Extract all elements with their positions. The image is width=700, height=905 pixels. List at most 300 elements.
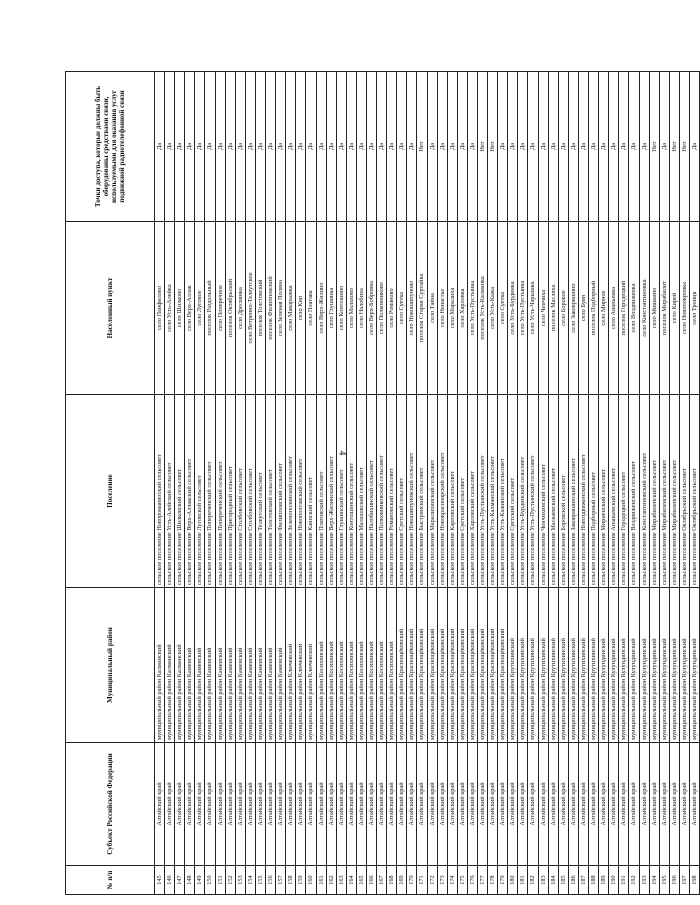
row-access-point: Да xyxy=(387,72,397,222)
row-subject: Алтайский край xyxy=(558,743,568,866)
row-settlement: сельское поселение Константиновский сельсовет xyxy=(639,395,649,588)
row-locality: село Мишкино xyxy=(649,222,659,395)
row-settlement: сельское поселение Попереченский сельсовет xyxy=(205,395,215,588)
row-number: 154 xyxy=(245,866,255,895)
row-locality: поселок Усть-Калманка xyxy=(478,222,488,395)
row-settlement: сельское поселение Мирабиленский сельсовет xyxy=(649,395,659,588)
row-settlement: сельское поселение Заковряшинский сельсовет xyxy=(568,395,578,588)
row-district: муниципальный район Краснощёковский xyxy=(447,588,457,743)
row-number: 189 xyxy=(599,866,609,895)
row-district: муниципальный район Каменский xyxy=(185,588,195,743)
row-district: муниципальный район Краснощёковский xyxy=(498,588,508,743)
table-row xyxy=(679,72,689,895)
row-settlement: сельское поселение Боровской сельсовет xyxy=(558,395,568,588)
row-settlement: сельское поселение Усть-Пустынский сельсовет xyxy=(528,395,538,588)
row-subject: Алтайский край xyxy=(659,743,669,866)
row-access-point: Да xyxy=(377,72,387,222)
table-row xyxy=(377,72,387,895)
row-number: 184 xyxy=(548,866,558,895)
row-number: 157 xyxy=(276,866,286,895)
row-district: муниципальный район Краснощёковский xyxy=(427,588,437,743)
row-subject: Алтайский край xyxy=(457,743,467,866)
table-row xyxy=(276,72,286,895)
row-subject: Алтайский край xyxy=(326,743,336,866)
row-access-point: Да xyxy=(336,72,346,222)
row-number: 153 xyxy=(235,866,245,895)
table-row xyxy=(548,72,558,895)
row-number: 190 xyxy=(609,866,619,895)
row-subject: Алтайский край xyxy=(306,743,316,866)
row-locality: село Макарьевка xyxy=(286,222,296,395)
row-subject: Алтайский край xyxy=(437,743,447,866)
row-locality: село Суетка xyxy=(498,222,508,395)
table-row xyxy=(215,72,225,895)
header-district: Муниципальный район xyxy=(66,588,155,743)
row-number: 171 xyxy=(417,866,427,895)
row-locality: село Чеичиха xyxy=(538,222,548,395)
row-access-point: Да xyxy=(356,72,366,222)
table-row xyxy=(397,72,407,895)
row-subject: Алтайский край xyxy=(629,743,639,866)
row-settlement: сельское поселение Быстрянский сельсовет xyxy=(417,395,427,588)
row-subject: Алтайский край xyxy=(225,743,235,866)
row-number: 164 xyxy=(346,866,356,895)
row-settlement: сельское поселение Новошипуновский сельсовет xyxy=(407,395,417,588)
row-subject: Алтайский край xyxy=(165,743,175,866)
table-row xyxy=(205,72,215,895)
row-locality: село Усть-Пустынка xyxy=(467,222,477,395)
row-district: муниципальный район Крутихинский xyxy=(538,588,548,743)
row-locality: село Усть-Бурдинка xyxy=(508,222,518,395)
row-district: муниципальный район Кулундинский xyxy=(689,588,699,743)
table-row xyxy=(619,72,629,895)
row-locality: село Усть-Чарышка xyxy=(528,222,538,395)
row-settlement: сельское поселение Усть-Калманский сельсовет xyxy=(488,395,498,588)
row-access-point: Да xyxy=(589,72,599,222)
row-locality: село Дресвянка xyxy=(235,222,245,395)
row-locality: поселок Раздольный xyxy=(205,222,215,395)
row-subject: Алтайский край xyxy=(679,743,689,866)
row-subject: Алтайский край xyxy=(639,743,649,866)
table-row xyxy=(639,72,649,895)
table-row xyxy=(356,72,366,895)
row-settlement: сельское поселение Мирненский сельсовет xyxy=(599,395,609,588)
header-number: № п/п xyxy=(66,866,155,895)
row-number: 170 xyxy=(407,866,417,895)
row-district: муниципальный район Крутихинский xyxy=(578,588,588,743)
row-settlement: сельское поселение Октябрьский сельсовет xyxy=(679,395,689,588)
row-access-point: Да xyxy=(306,72,316,222)
row-subject: Алтайский край xyxy=(589,743,599,866)
row-access-point: Нет xyxy=(669,72,679,222)
row-settlement: сельское поселение Харловский сельсовет xyxy=(467,395,477,588)
row-access-point: Да xyxy=(528,72,538,222)
table-row xyxy=(457,72,467,895)
row-settlement: сельское поселение Маралихинский сельсовет xyxy=(427,395,437,588)
row-district: муниципальный район Краснощёковский xyxy=(397,588,407,743)
table-row xyxy=(427,72,437,895)
row-district: муниципальный район Краснощёковский xyxy=(417,588,427,743)
row-access-point: Да xyxy=(326,72,336,222)
row-locality: село Ананьевка xyxy=(609,222,619,395)
row-locality: село Константиновка xyxy=(639,222,649,395)
table-row xyxy=(589,72,599,895)
row-locality: село Тайна xyxy=(427,222,437,395)
row-district: муниципальный район Кулундинский xyxy=(659,588,669,743)
row-district: муниципальный район Краснощёковский xyxy=(488,588,498,743)
row-district: муниципальный район Косихинский xyxy=(336,588,346,743)
row-settlement: сельское поселение Романовский сельсовет xyxy=(387,395,397,588)
row-access-point: Да xyxy=(629,72,639,222)
row-access-point: Да xyxy=(397,72,407,222)
row-subject: Алтайский край xyxy=(286,743,296,866)
row-number: 150 xyxy=(205,866,215,895)
row-subject: Алтайский край xyxy=(336,743,346,866)
table-row xyxy=(669,72,679,895)
row-settlement: сельское поселение Глушинский сельсовет xyxy=(336,395,346,588)
row-locality: поселок Старая Суртайка xyxy=(417,222,427,395)
row-access-point: Нет xyxy=(478,72,488,222)
row-district: муниципальный район Крутихинский xyxy=(558,588,568,743)
table-row xyxy=(286,72,296,895)
row-locality: село Троицк xyxy=(689,222,699,395)
row-locality: село Кирей xyxy=(669,222,679,395)
row-subject: Алтайский край xyxy=(266,743,276,866)
row-subject: Алтайский край xyxy=(377,743,387,866)
row-settlement: сельское поселение Новороманвоский сельсовет xyxy=(155,395,165,588)
row-settlement: сельское поселение Верх-Аллакский сельсовет xyxy=(185,395,195,588)
row-subject: Алтайский край xyxy=(175,743,185,866)
row-settlement: сельское поселение Платовский сельсовет xyxy=(316,395,326,588)
row-settlement: сельское поселение Шилковский сельсовет xyxy=(175,395,185,588)
row-access-point: Да xyxy=(619,72,629,222)
row-access-point: Нет xyxy=(679,72,689,222)
row-number: 196 xyxy=(669,866,679,895)
row-access-point: Да xyxy=(215,72,225,222)
row-subject: Алтайский край xyxy=(508,743,518,866)
table-row xyxy=(185,72,195,895)
row-locality: село Шилково xyxy=(175,222,185,395)
table-row xyxy=(195,72,205,895)
row-number: 187 xyxy=(578,866,588,895)
row-number: 175 xyxy=(457,866,467,895)
row-settlement: сельское поселение Мирабиленский сельсовет xyxy=(659,395,669,588)
row-locality: село Глушинка xyxy=(326,222,336,395)
row-number: 182 xyxy=(528,866,538,895)
row-number: 156 xyxy=(266,866,276,895)
row-locality: село Маралиха xyxy=(447,222,457,395)
table-row xyxy=(599,72,609,895)
row-subject: Алтайский край xyxy=(599,743,609,866)
row-access-point: Да xyxy=(175,72,185,222)
row-access-point: Да xyxy=(235,72,245,222)
row-district: муниципальный район Кулундинский xyxy=(679,588,689,743)
row-locality: село Воздвиженка xyxy=(629,222,639,395)
row-access-point: Да xyxy=(568,72,578,222)
row-subject: Алтайский край xyxy=(316,743,326,866)
row-number: 161 xyxy=(316,866,326,895)
table-row xyxy=(518,72,528,895)
row-settlement: сельское поселение Зеленополянский сельсовет xyxy=(286,395,296,588)
row-subject: Алтайский край xyxy=(387,743,397,866)
row-locality: село Новошипуново xyxy=(407,222,417,395)
row-district: муниципальный район Ключевский xyxy=(286,588,296,743)
row-access-point: Да xyxy=(245,72,255,222)
row-access-point: Да xyxy=(286,72,296,222)
row-locality: село Поперечное xyxy=(215,222,225,395)
table-row xyxy=(659,72,669,895)
row-subject: Алтайский край xyxy=(417,743,427,866)
row-number: 152 xyxy=(225,866,235,895)
row-access-point: Да xyxy=(296,72,306,222)
row-settlement: сельское поселение Контошинский сельсовет xyxy=(346,395,356,588)
table-row xyxy=(437,72,447,895)
header-access-point: Точки доступа, которые должны быть оборудованы средствами связи, используемыми для оказания услуг подвижной радиотелефонной связи xyxy=(66,72,155,222)
row-subject: Алтайский край xyxy=(467,743,477,866)
row-settlement: сельское поселение Новокрасноярский сельсовет xyxy=(437,395,447,588)
table-row xyxy=(387,72,397,895)
row-locality: поселок Городецкий xyxy=(619,222,629,395)
row-locality: село Ветренно-Телеутское xyxy=(245,222,255,395)
row-number: 192 xyxy=(629,866,639,895)
row-settlement: сельское поселение Усть-Кажинский сельсовет xyxy=(498,395,508,588)
row-district: муниципальный район Каменский xyxy=(205,588,215,743)
row-number: 174 xyxy=(447,866,457,895)
row-access-point: Нет xyxy=(488,72,498,222)
row-subject: Алтайский край xyxy=(518,743,528,866)
row-district: муниципальный район Косихинский xyxy=(356,588,366,743)
row-number: 188 xyxy=(589,866,599,895)
row-access-point: Да xyxy=(609,72,619,222)
row-subject: Алтайский край xyxy=(427,743,437,866)
row-settlement: сельское поселение Пригородный сельсовет xyxy=(225,395,235,588)
row-number: 172 xyxy=(427,866,437,895)
row-access-point: Да xyxy=(467,72,477,222)
row-settlement: сельское поселение Телеутский сельсовет xyxy=(255,395,265,588)
row-settlement: сельское поселение Суетский сельсовет xyxy=(457,395,467,588)
row-access-point: Да xyxy=(205,72,215,222)
row-subject: Алтайский край xyxy=(478,743,488,866)
row-district: муниципальный район Калманский xyxy=(155,588,165,743)
row-subject: Алтайский край xyxy=(498,743,508,866)
row-district: муниципальный район Косихинский xyxy=(346,588,356,743)
row-locality: село Заковряшино xyxy=(568,222,578,395)
row-settlement: сельское поселение Новополтавский сельсовет xyxy=(296,395,306,588)
row-access-point: Нет xyxy=(417,72,427,222)
row-settlement: сельское поселение Толстовский сельсовет xyxy=(266,395,276,588)
row-locality: село Верх-Бобровка xyxy=(366,222,376,395)
row-locality: село Усть-Алейка xyxy=(165,222,175,395)
row-number: 166 xyxy=(366,866,376,895)
table-row xyxy=(366,72,376,895)
row-locality: поселок Филипповский xyxy=(266,222,276,395)
table-header-row xyxy=(66,72,155,895)
row-locality: село Ненастье xyxy=(437,222,447,395)
row-number: 186 xyxy=(568,866,578,895)
settlements-table xyxy=(65,71,700,895)
table-row xyxy=(629,72,639,895)
row-settlement: сельское поселение Верх-Жилинский сельсовет xyxy=(326,395,336,588)
row-subject: Алтайский край xyxy=(195,743,205,866)
row-access-point: Нет xyxy=(649,72,659,222)
row-access-point: Да xyxy=(689,72,699,222)
table-row xyxy=(649,72,659,895)
row-subject: Алтайский край xyxy=(185,743,195,866)
table-row xyxy=(538,72,548,895)
table-row xyxy=(175,72,185,895)
row-subject: Алтайский край xyxy=(447,743,457,866)
row-number: 197 xyxy=(679,866,689,895)
row-number: 178 xyxy=(488,866,498,895)
row-district: муниципальный район Косихинский xyxy=(366,588,376,743)
table-row xyxy=(508,72,518,895)
row-number: 159 xyxy=(296,866,306,895)
row-district: муниципальный район Косихинский xyxy=(387,588,397,743)
row-subject: Алтайский край xyxy=(689,743,699,866)
row-number: 193 xyxy=(639,866,649,895)
table-row xyxy=(346,72,356,895)
row-district: муниципальный район Каменский xyxy=(215,588,225,743)
row-number: 146 xyxy=(165,866,175,895)
row-subject: Алтайский край xyxy=(649,743,659,866)
row-access-point: Да xyxy=(518,72,528,222)
row-locality: село Суетка xyxy=(397,222,407,395)
row-number: 194 xyxy=(649,866,659,895)
table-row xyxy=(609,72,619,895)
row-settlement: сельское поселение Луговской сельсовет xyxy=(195,395,205,588)
header-locality: Населенный пункт xyxy=(66,222,155,395)
row-number: 145 xyxy=(155,866,165,895)
row-subject: Алтайский край xyxy=(276,743,286,866)
row-number: 185 xyxy=(558,866,568,895)
row-locality: поселок Мирабилит xyxy=(659,222,669,395)
row-settlement: сельское поселение Подборный сельсовет xyxy=(589,395,599,588)
row-district: муниципальный район Косихинский xyxy=(326,588,336,743)
row-locality: поселок Масляха xyxy=(548,222,558,395)
row-settlement: сельское поселение Столбовский сельсовет xyxy=(245,395,255,588)
table-row xyxy=(245,72,255,895)
row-number: 173 xyxy=(437,866,447,895)
table-row xyxy=(568,72,578,895)
row-locality: село Налобиха xyxy=(356,222,366,395)
row-locality: село Верх-Аллак xyxy=(185,222,195,395)
table-row xyxy=(165,72,175,895)
row-locality: село Мирное xyxy=(599,222,609,395)
row-district: муниципальный район Краснощёковский xyxy=(457,588,467,743)
row-settlement: сельское поселение Чеичихинский сельсовет xyxy=(538,395,548,588)
row-district: муниципальный район Косихинский xyxy=(377,588,387,743)
row-subject: Алтайский край xyxy=(155,743,165,866)
row-subject: Алтайский край xyxy=(356,743,366,866)
row-locality: село Полковниково xyxy=(377,222,387,395)
table-row xyxy=(306,72,316,895)
row-settlement: сельское поселение Столбовский сельсовет xyxy=(235,395,245,588)
row-subject: Алтайский край xyxy=(366,743,376,866)
table-row xyxy=(235,72,245,895)
row-district: муниципальный район Каменский xyxy=(195,588,205,743)
row-access-point: Да xyxy=(457,72,467,222)
row-district: муниципальный район Краснощёковский xyxy=(407,588,417,743)
row-number: 148 xyxy=(185,866,195,895)
row-subject: Алтайский край xyxy=(548,743,558,866)
row-number: 198 xyxy=(689,866,699,895)
row-number: 177 xyxy=(478,866,488,895)
row-district: муниципальный район Кулундинский xyxy=(649,588,659,743)
row-settlement: сельское поселение Усть-Пустынский сельсовет xyxy=(478,395,488,588)
table-row xyxy=(478,72,488,895)
row-district: муниципальный район Кулундинский xyxy=(629,588,639,743)
table-row xyxy=(528,72,538,895)
row-subject: Алтайский край xyxy=(619,743,629,866)
row-locality: село Буян xyxy=(578,222,588,395)
row-number: 158 xyxy=(286,866,296,895)
row-access-point: Да xyxy=(225,72,235,222)
row-number: 151 xyxy=(215,866,225,895)
row-district: муниципальный район Ключевский xyxy=(306,588,316,743)
row-district: муниципальный район Каменский xyxy=(235,588,245,743)
row-subject: Алтайский край xyxy=(397,743,407,866)
table-row xyxy=(316,72,326,895)
row-subject: Алтайский край xyxy=(245,743,255,866)
row-settlement: сельское поселение Октябрьский сельсовет xyxy=(689,395,699,588)
row-district: муниципальный район Каменский xyxy=(225,588,235,743)
page-number: 4 xyxy=(337,450,348,456)
row-locality: село Платава xyxy=(306,222,316,395)
row-subject: Алтайский край xyxy=(205,743,215,866)
row-subject: Алтайский край xyxy=(235,743,245,866)
row-number: 176 xyxy=(467,866,477,895)
row-locality: село Зеленая Поляна xyxy=(276,222,286,395)
row-number: 181 xyxy=(518,866,528,895)
row-access-point: Да xyxy=(266,72,276,222)
row-number: 167 xyxy=(377,866,387,895)
table-row xyxy=(467,72,477,895)
row-access-point: Да xyxy=(407,72,417,222)
row-access-point: Да xyxy=(427,72,437,222)
row-district: муниципальный район Крутихинский xyxy=(548,588,558,743)
row-district: муниципальный район Кулундинский xyxy=(599,588,609,743)
row-settlement: сельское поселение Попереченский сельсовет xyxy=(215,395,225,588)
row-access-point: Да xyxy=(578,72,588,222)
row-settlement: сельское поселение Новоздвиженский сельсовет xyxy=(578,395,588,588)
row-settlement: сельское поселение Филипповский сельсовет xyxy=(276,395,286,588)
row-locality: село Верх-Жилино xyxy=(316,222,326,395)
row-access-point: Да xyxy=(659,72,669,222)
row-access-point: Да xyxy=(599,72,609,222)
row-settlement: сельское поселение Усть-Алейский сельсовет xyxy=(165,395,175,588)
row-settlement: сельское поселение Суетский сельсовет xyxy=(397,395,407,588)
row-number: 163 xyxy=(336,866,346,895)
row-locality: село Новопокровка xyxy=(679,222,689,395)
table-row xyxy=(266,72,276,895)
row-subject: Алтайский край xyxy=(346,743,356,866)
row-access-point: Да xyxy=(447,72,457,222)
row-access-point: Да xyxy=(155,72,165,222)
row-locality: село Луговое xyxy=(195,222,205,395)
row-subject: Алтайский край xyxy=(669,743,679,866)
row-settlement: сельское поселение Суетский сельсовет xyxy=(508,395,518,588)
table-row xyxy=(407,72,417,895)
row-access-point: Да xyxy=(538,72,548,222)
row-district: муниципальный район Кулундинский xyxy=(609,588,619,743)
row-subject: Алтайский край xyxy=(568,743,578,866)
row-locality: село Панфилово xyxy=(155,222,165,395)
row-number: 183 xyxy=(538,866,548,895)
table-row xyxy=(155,72,165,895)
row-subject: Алтайский край xyxy=(296,743,306,866)
row-locality: поселок Октябрьский xyxy=(225,222,235,395)
row-locality: село Малахово xyxy=(346,222,356,395)
